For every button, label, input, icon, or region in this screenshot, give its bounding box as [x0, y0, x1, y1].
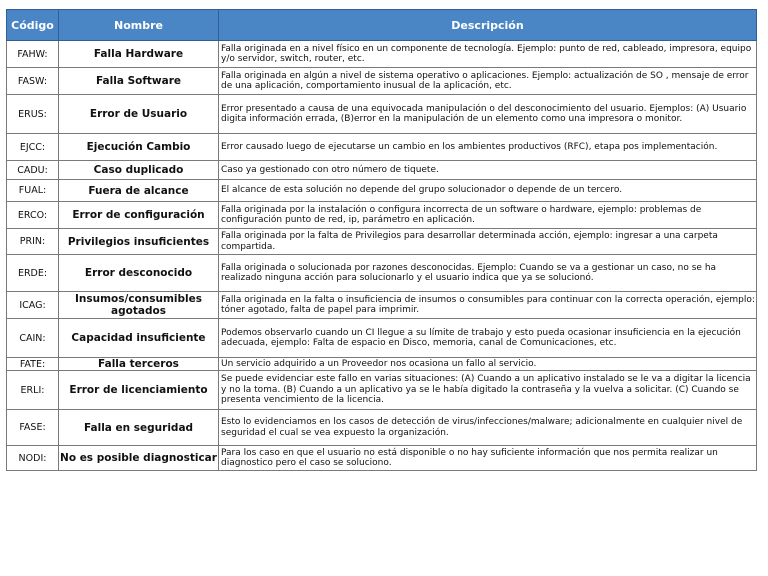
- row-code: FUAL:: [7, 180, 59, 202]
- header-name: Nombre: [59, 10, 219, 41]
- table-row: [7, 68, 757, 95]
- table-row: [7, 371, 757, 410]
- row-code: ICAG:: [7, 292, 59, 319]
- row-description: Falla originada por la instalación o configura incorrecta de un software o hardware, ejemplo: problemas de configuración punto de red, ip, parámetro en aplicación.: [219, 202, 757, 229]
- table-row: [7, 161, 757, 180]
- row-description: Error presentado a causa de una equivocada manipulación o del desconocimiento del usuario. Ejemplos: (A) Usuario digita información errada, (B)error en la manipulación de un elemento como una impresora o monitor.: [219, 95, 757, 134]
- row-name: Falla Software: [59, 68, 219, 95]
- row-code: ERCO:: [7, 202, 59, 229]
- table-row: [7, 41, 757, 68]
- row-code: PRIN:: [7, 229, 59, 255]
- row-code: EJCC:: [7, 134, 59, 161]
- table-row: [7, 410, 757, 446]
- row-name: Insumos/consumibles agotados: [59, 292, 219, 319]
- table-row: [7, 358, 757, 371]
- row-description: Podemos observarlo cuando un CI llegue a su límite de trabajo y esto pueda ocasionar insuficiencia en la ejecución adecuada, ejemplo: Falta de espacio en Disco, memoria, canal de Comunicaciones, etc.: [219, 319, 757, 358]
- row-description: Error causado luego de ejecutarse un cambio en los ambientes productivos (RFC), etapa pos implementación.: [219, 134, 757, 161]
- row-code: FAHW:: [7, 41, 59, 68]
- row-code: NODI:: [7, 446, 59, 471]
- table-row: [7, 134, 757, 161]
- row-description: Falla originada o solucionada por razones desconocidas. Ejemplo: Cuando se va a gestionar un caso, no se ha realizado ninguna acción para solucionarlo y el usuario indica que ya se solucionó.: [219, 255, 757, 292]
- row-description: Falla originada en a nivel físico en un componente de tecnología. Ejemplo: punto de red, cableado, impresora, equipo y/o servidor, switch, router, etc.: [219, 41, 757, 68]
- row-name: Privilegios insuficientes: [59, 229, 219, 255]
- row-name: Fuera de alcance: [59, 180, 219, 202]
- table-row: [7, 229, 757, 255]
- row-name: Error de configuración: [59, 202, 219, 229]
- cause-codes-table-wrapper: [6, 9, 757, 471]
- row-code: ERDE:: [7, 255, 59, 292]
- row-description: Se puede evidenciar este fallo en varias situaciones: (A) Cuando a un aplicativo instalado se le va a digitar la licencia y no la toma. (B) Cuando a un aplicativo ya se le había digitado la contraseña y la vuelva a solicitar. (C) Cuando se presenta vencimiento de la licencia.: [219, 371, 757, 410]
- row-code: CAIN:: [7, 319, 59, 358]
- row-description: El alcance de esta solución no depende del grupo solucionador o depende de un tercero.: [219, 180, 757, 202]
- row-name: Ejecución Cambio: [59, 134, 219, 161]
- row-description: Falla originada en algún a nivel de sistema operativo o aplicaciones. Ejemplo: actualización de SO , mensaje de error de una aplicación, comportamiento inusual de la aplicación, etc.: [219, 68, 757, 95]
- row-code: ERLI:: [7, 371, 59, 410]
- header-description: Descripción: [219, 10, 757, 41]
- row-name: Falla Hardware: [59, 41, 219, 68]
- row-name: Error de Usuario: [59, 95, 219, 134]
- table-row: [7, 319, 757, 358]
- row-description: Un servicio adquirido a un Proveedor nos ocasiona un fallo al servicio.: [219, 358, 757, 371]
- row-description: Para los caso en que el usuario no está disponible o no hay suficiente información que nos permita realizar un diagnostico pero el caso se soluciono.: [219, 446, 757, 471]
- row-description: Esto lo evidenciamos en los casos de detección de virus/infecciones/malware; adicionalmente en cualquier nivel de seguridad el cual se vea expuesto la organización.: [219, 410, 757, 446]
- row-code: FATE:: [7, 358, 59, 371]
- header-row: [7, 10, 757, 41]
- table-row: [7, 180, 757, 202]
- header-code: Código: [7, 10, 59, 41]
- table-body: [7, 41, 757, 471]
- row-code: ERUS:: [7, 95, 59, 134]
- table-row: [7, 446, 757, 471]
- row-name: Error de licenciamiento: [59, 371, 219, 410]
- table-row: [7, 255, 757, 292]
- row-name: Error desconocido: [59, 255, 219, 292]
- table-row: [7, 292, 757, 319]
- table-row: [7, 95, 757, 134]
- cause-codes-table: [6, 9, 757, 471]
- row-name: Falla en seguridad: [59, 410, 219, 446]
- table-row: [7, 202, 757, 229]
- row-name: Caso duplicado: [59, 161, 219, 180]
- row-description: Falla originada en la falta o insuficiencia de insumos o consumibles para continuar con la correcta operación, ejemplo: tóner agotado, falta de papel para imprimir.: [219, 292, 757, 319]
- row-code: FASW:: [7, 68, 59, 95]
- row-code: CADU:: [7, 161, 59, 180]
- row-name: No es posible diagnosticar: [59, 446, 219, 471]
- row-code: FASE:: [7, 410, 59, 446]
- row-description: Falla originada por la falta de Privilegios para desarrollar determinada acción, ejemplo: ingresar a una carpeta compartida.: [219, 229, 757, 255]
- row-name: Capacidad insuficiente: [59, 319, 219, 358]
- row-name: Falla terceros: [59, 358, 219, 371]
- row-description: Caso ya gestionado con otro número de tiquete.: [219, 161, 757, 180]
